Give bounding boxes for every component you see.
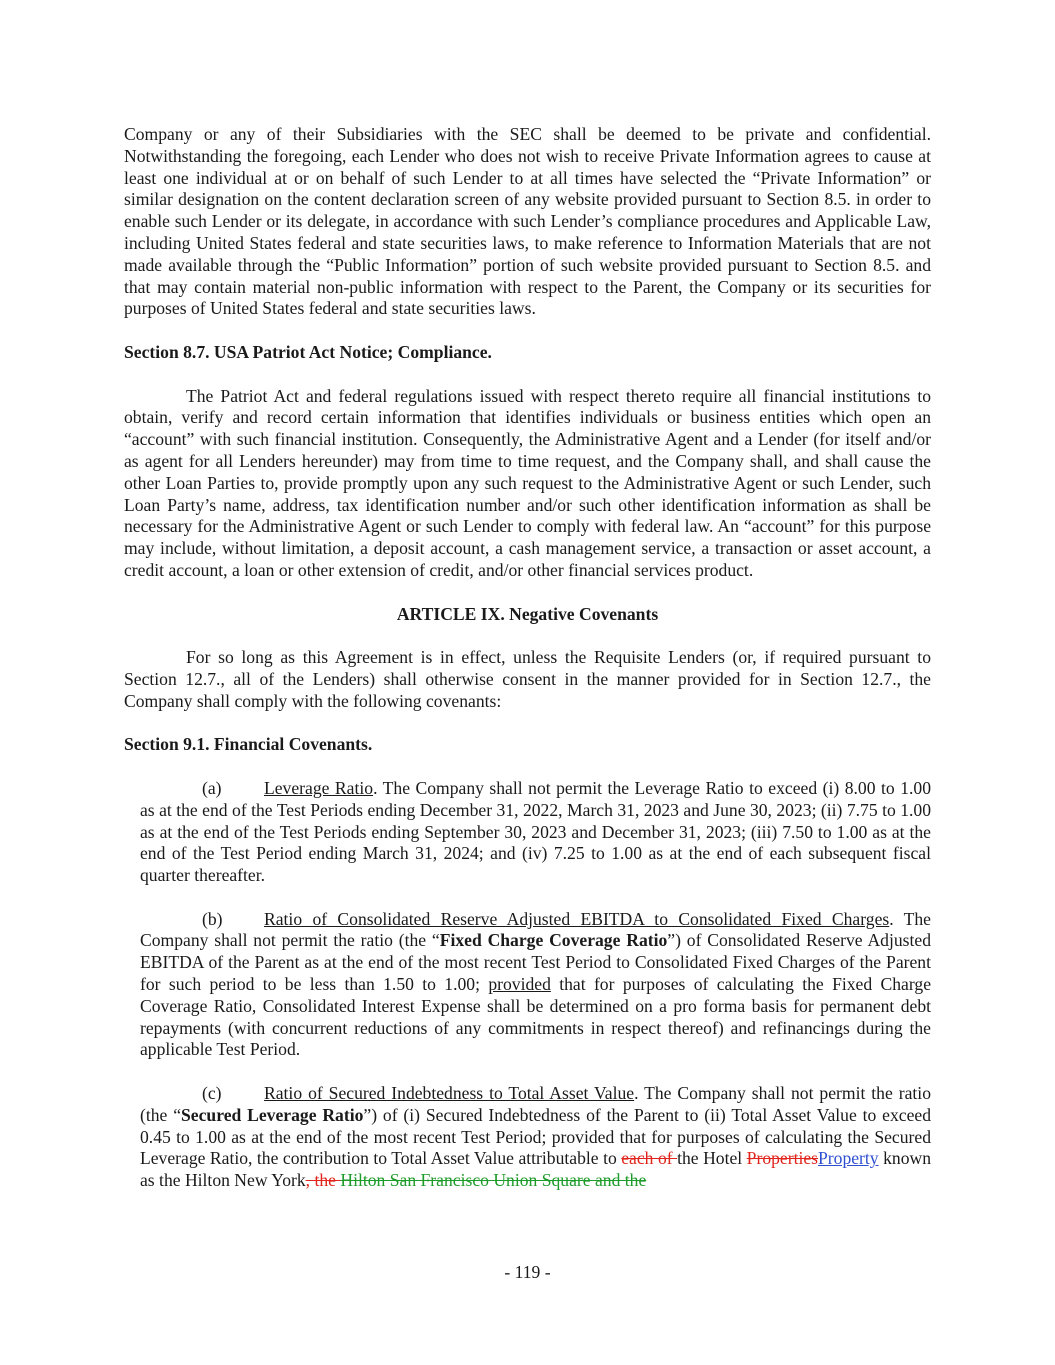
section-9-1-heading: Section 9.1. Financial Covenants. [124,734,373,755]
article-9-intro: For so long as this Agreement is in effect, unless the Requisite Lenders (or, if required pursuant to Section 12.7., all of the Lenders) shall otherwise consent in the manner provided for in Section 12.7., the Company shall comply with the following covenants: [124,647,931,711]
clause-b [140,909,931,1062]
clause-c [140,1083,931,1192]
deleted-text-comma-the: , the [305,1170,341,1191]
clause-b-provided: provided [488,974,551,995]
clause-a [140,778,931,887]
clause-c-text-3: the Hotel [677,1148,747,1169]
clause-b-text-2: ”) of Consolidated Reserve Adjusted EBITDA of the Parent as at the end of the most recent Test Period to Consolidated Fixed Charges of the Parent for such period to be less than 1.50 to 1.00; [140,930,931,995]
clause-b-defined-term: Fixed Charge Coverage Ratio [439,930,668,951]
deleted-text-each-of: each of [621,1148,678,1169]
clause-c-text-4: known as the Hilton New York [140,1148,931,1191]
inserted-text-property: Property [818,1148,879,1169]
clause-a-label: (a) [202,777,222,798]
clause-c-label: (c) [202,1083,222,1104]
clause-a-title: Leverage Ratio [264,777,374,798]
clause-c-title: Ratio of Secured Indebtedness to Total Asset Value [264,1083,635,1104]
document-page [124,124,931,1192]
clause-c-defined-term: Secured Leverage Ratio [181,1104,364,1125]
article-9-title: ARTICLE IX. Negative Covenants [396,603,659,624]
clause-b-text-1: . The Company shall not permit the ratio (the “ [140,908,931,951]
moved-deleted-text-hilton-sf: Hilton San Francisco Union Square and the [340,1170,647,1191]
clause-c-text-1: . The Company shall not permit the ratio (the “ [140,1083,931,1125]
paragraph-private-information: Company or any of their Subsidiaries with the SEC shall be deemed to be private and confidential. Notwithstanding the foregoing, each Lender who does not wish to receive Private Information agrees to cause at least one individual at or on behalf of such Lender to at all times have selected the “Private Information” or similar designation on the content declaration screen of any website provided pursuant to Section 8.5. in order to enable such Lender or its delegate, in accordance with such Lender’s compliance procedures and Applicable Law, including United States federal and state securities laws, to make reference to Information Materials that are not made available through the “Public Information” portion of such website provided pursuant to Section 8.5. and that may contain material non-public information with respect to the Parent, the Company or its securities for purposes of United States federal and state securities laws. [124,124,931,319]
deleted-text-properties: Properties [746,1148,819,1169]
clause-b-title: Ratio of Consolidated Reserve Adjusted EBITDA to Consolidated Fixed Charges [264,908,890,929]
clause-a-text: . The Company shall not permit the Leverage Ratio to exceed (i) 8.00 to 1.00 as at the end of the Test Periods ending December 31, 2022, March 31, 2023 and June 30, 2023; (ii) 7.75 to 1.00 as at the end of the Test Periods ending September 30, 2023 and December 31, 2023; (iii) 7.50 to 1.00 as at the end of the Test Period ending March 31, 2024; and (iv) 7.25 to 1.00 as at the end of each subsequent fiscal quarter thereafter. [140,777,932,886]
section-8-7-body: The Patriot Act and federal regulations issued with respect thereto require all financial institutions to obtain, verify and record certain information that identifies individuals or business entities which open an “account” with such financial institution. Consequently, the Administrative Agent and a Lender (for itself and/or as agent for all Lenders hereunder) may from time to time request, and the Company shall, and shall cause the other Loan Parties to, provide promptly upon any such request to the Administrative Agent or such Lender, such Loan Party’s name, address, tax identification number and/or such other identification information as shall be necessary for the Administrative Agent or such Lender to comply with federal law. An “account” for this purpose may include, without limitation, a deposit account, a cash management service, a transaction or asset account, a credit account, a loan or other extension of credit, and/or other financial services product. [124,385,931,580]
clause-b-label: (b) [202,908,223,929]
section-8-7-heading: Section 8.7. USA Patriot Act Notice; Compliance. [124,341,492,362]
clause-b-text-3: that for purposes of calculating the Fixed Charge Coverage Ratio, Consolidated Interest Expense shall be determined on a pro forma basis for permanent debt repayments (with concurrent reductions of any commitments in respect thereof) and refinancings during the applicable Test Period. [140,974,931,1060]
clause-c-text-2: ”) of (i) Secured Indebtedness of the Parent to (ii) Total Asset Value to exceed 0.45 to 1.00 as at the end of the most recent Test Period; provided that for purposes of calculating the Secured Leverage Ratio, the contribution to Total Asset Value attributable to [140,1104,931,1169]
page-number: - 119 - [504,1262,551,1282]
